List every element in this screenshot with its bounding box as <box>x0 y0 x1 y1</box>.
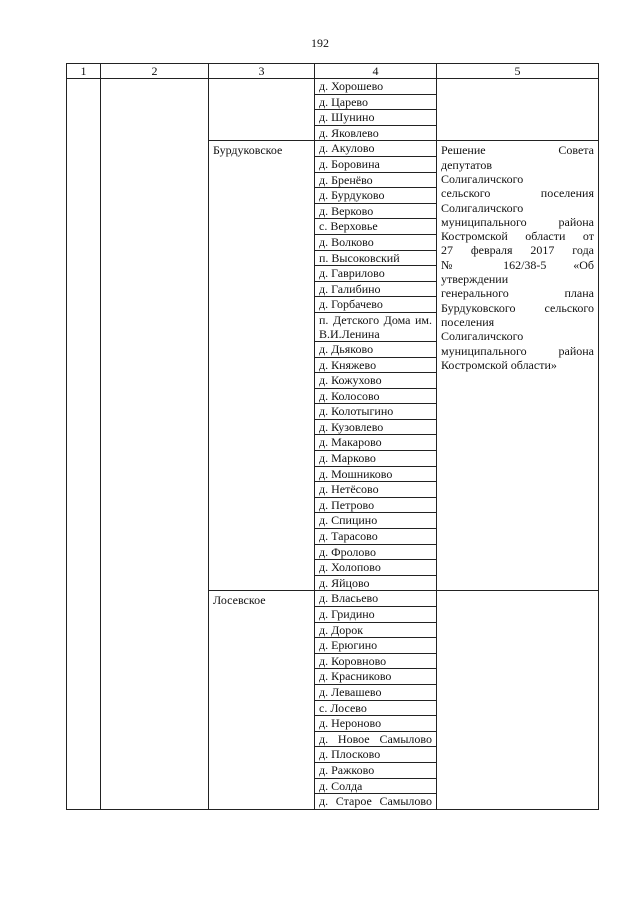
village-cell <box>315 156 437 172</box>
village-name: д. Яковлево <box>319 125 379 140</box>
village-cell <box>315 638 437 654</box>
village-name: д. Фролово <box>319 544 376 559</box>
village-cell <box>315 607 437 623</box>
village-cell <box>315 125 437 141</box>
decision-line: Костромской области от <box>441 229 594 244</box>
village-name: д. Шунино <box>319 110 375 125</box>
village-name: с. Лосево <box>319 700 367 715</box>
village-cell <box>315 357 437 373</box>
col1-cell <box>67 79 101 810</box>
village-cell <box>315 653 437 669</box>
decision-line: сельского поселения <box>441 186 594 201</box>
village-name: д. Ражково <box>319 762 375 777</box>
village-cell <box>315 466 437 482</box>
village-cell <box>315 513 437 529</box>
village-name: д. Акулово <box>319 141 375 156</box>
decision-line: Бурдуковского сельского <box>441 300 594 315</box>
village-cell <box>315 669 437 685</box>
village-cell <box>315 110 437 126</box>
village-cell <box>315 716 437 732</box>
village-name: д. Левашево <box>319 684 382 699</box>
village-name: д. Мошниково <box>319 466 393 481</box>
village-name: д. Гридино <box>319 607 375 621</box>
village-cell <box>315 388 437 404</box>
settlement-cell: Лосевское <box>209 591 315 809</box>
village-name: д. Верково <box>319 203 374 218</box>
village-name: д. Петрово <box>319 497 375 512</box>
village-cell <box>315 203 437 219</box>
village-name: д. Горбачево <box>319 297 383 312</box>
village-cell <box>315 234 437 250</box>
page-number: 192 <box>311 36 329 50</box>
decision-line: Костромской области» <box>441 357 557 372</box>
header-col-1: 1 <box>67 64 101 79</box>
village-cell <box>315 188 437 204</box>
village-cell <box>315 266 437 282</box>
village-name: д. Яйцово <box>319 575 370 590</box>
village-cell <box>315 482 437 498</box>
village-name: д. Дорок <box>319 622 364 637</box>
village-name: д. Солда <box>319 778 363 793</box>
village-name: д. Ерюгино <box>319 638 378 653</box>
decision-line: 27 февраля 2017 года <box>441 243 594 258</box>
village-cell <box>315 794 437 810</box>
header-row <box>67 64 599 79</box>
village-name: д. Нетёсово <box>319 482 379 497</box>
table-row <box>67 79 599 95</box>
village-name: д. Власьево <box>319 591 379 606</box>
decision-line: Решение Совета <box>441 143 594 158</box>
village-name: д. Бурдуково <box>319 188 385 203</box>
decision-line: Солигаличского <box>441 200 524 215</box>
decision-line: муниципального района <box>441 343 594 358</box>
village-name: д. Дьяково <box>319 341 374 356</box>
village-cell <box>315 435 437 451</box>
village-name: с. Верховье <box>319 219 378 234</box>
village-name: д. Хорошево <box>319 79 384 93</box>
village-cell <box>315 250 437 266</box>
village-name: п. Высоковский <box>319 250 400 265</box>
village-cell <box>315 497 437 513</box>
village-cell <box>315 778 437 794</box>
village-name: д. Княжево <box>319 357 377 372</box>
decision-line: поселения <box>441 314 495 329</box>
village-name: д. Кожухово <box>319 373 382 388</box>
village-name: д. Волково <box>319 234 374 249</box>
village-cell <box>315 591 437 607</box>
village-name: п. Детского Дома им. В.И.Ленина <box>319 312 432 341</box>
village-name: д. Коровново <box>319 653 387 668</box>
village-name: д. Кузовлево <box>319 419 384 434</box>
village-cell <box>315 297 437 313</box>
village-name: д. Нероново <box>319 716 382 731</box>
table-body <box>67 79 599 810</box>
village-name: д. Макарово <box>319 435 382 450</box>
village-cell <box>315 762 437 778</box>
decision-cell <box>437 141 599 591</box>
village-cell <box>315 172 437 188</box>
village-cell <box>315 529 437 545</box>
header-col-3: 3 <box>209 64 315 79</box>
village-name: д. Тарасово <box>319 529 378 544</box>
header-col-4: 4 <box>315 64 437 79</box>
village-cell <box>315 544 437 560</box>
village-cell <box>315 373 437 389</box>
village-name: д. Бренёво <box>319 172 373 187</box>
village-cell <box>315 79 437 95</box>
village-cell <box>315 312 437 341</box>
decision-cell <box>437 79 599 141</box>
village-name: д. Новое Самылово <box>319 731 432 746</box>
decision-cell <box>437 591 599 809</box>
village-cell <box>315 451 437 467</box>
decision-line: муниципального района <box>441 214 594 229</box>
settlement-cell <box>209 79 315 141</box>
col2-cell <box>101 79 209 810</box>
village-cell <box>315 141 437 157</box>
village-name: д. Холопово <box>319 560 381 575</box>
village-name: д. Боровина <box>319 156 380 171</box>
village-name: д. Колосово <box>319 388 380 403</box>
village-cell <box>315 684 437 700</box>
village-cell <box>315 731 437 747</box>
village-cell <box>315 747 437 763</box>
village-name: д. Марково <box>319 451 376 466</box>
village-name: д. Колотыгино <box>319 404 394 419</box>
decision-line: Солигаличского <box>441 329 524 344</box>
settlements-table <box>66 63 599 810</box>
village-cell <box>315 219 437 235</box>
village-name: д. Спицино <box>319 513 378 528</box>
village-cell <box>315 560 437 576</box>
village-name: д. Красниково <box>319 669 392 684</box>
village-cell <box>315 622 437 638</box>
decision-line: № 162/38-5 «Об <box>441 257 594 272</box>
village-cell <box>315 341 437 357</box>
village-name: д. Гаврилово <box>319 266 385 281</box>
village-name: д. Царево <box>319 94 369 109</box>
decision-line: Солигаличского <box>441 171 524 186</box>
header-col-2: 2 <box>101 64 209 79</box>
village-cell <box>315 281 437 297</box>
decision-line: депутатов <box>441 157 493 172</box>
village-cell <box>315 94 437 110</box>
decision-line: утверждении <box>441 272 509 287</box>
village-name: д. Старое Самылово <box>319 794 432 809</box>
header-col-5: 5 <box>437 64 599 79</box>
village-cell <box>315 404 437 420</box>
village-cell <box>315 419 437 435</box>
village-name: д. Галибино <box>319 281 381 296</box>
settlement-cell: Бурдуковское <box>209 141 315 591</box>
village-cell <box>315 700 437 716</box>
village-name: д. Плосково <box>319 747 381 762</box>
village-cell <box>315 575 437 591</box>
decision-line: генерального плана <box>441 286 594 301</box>
